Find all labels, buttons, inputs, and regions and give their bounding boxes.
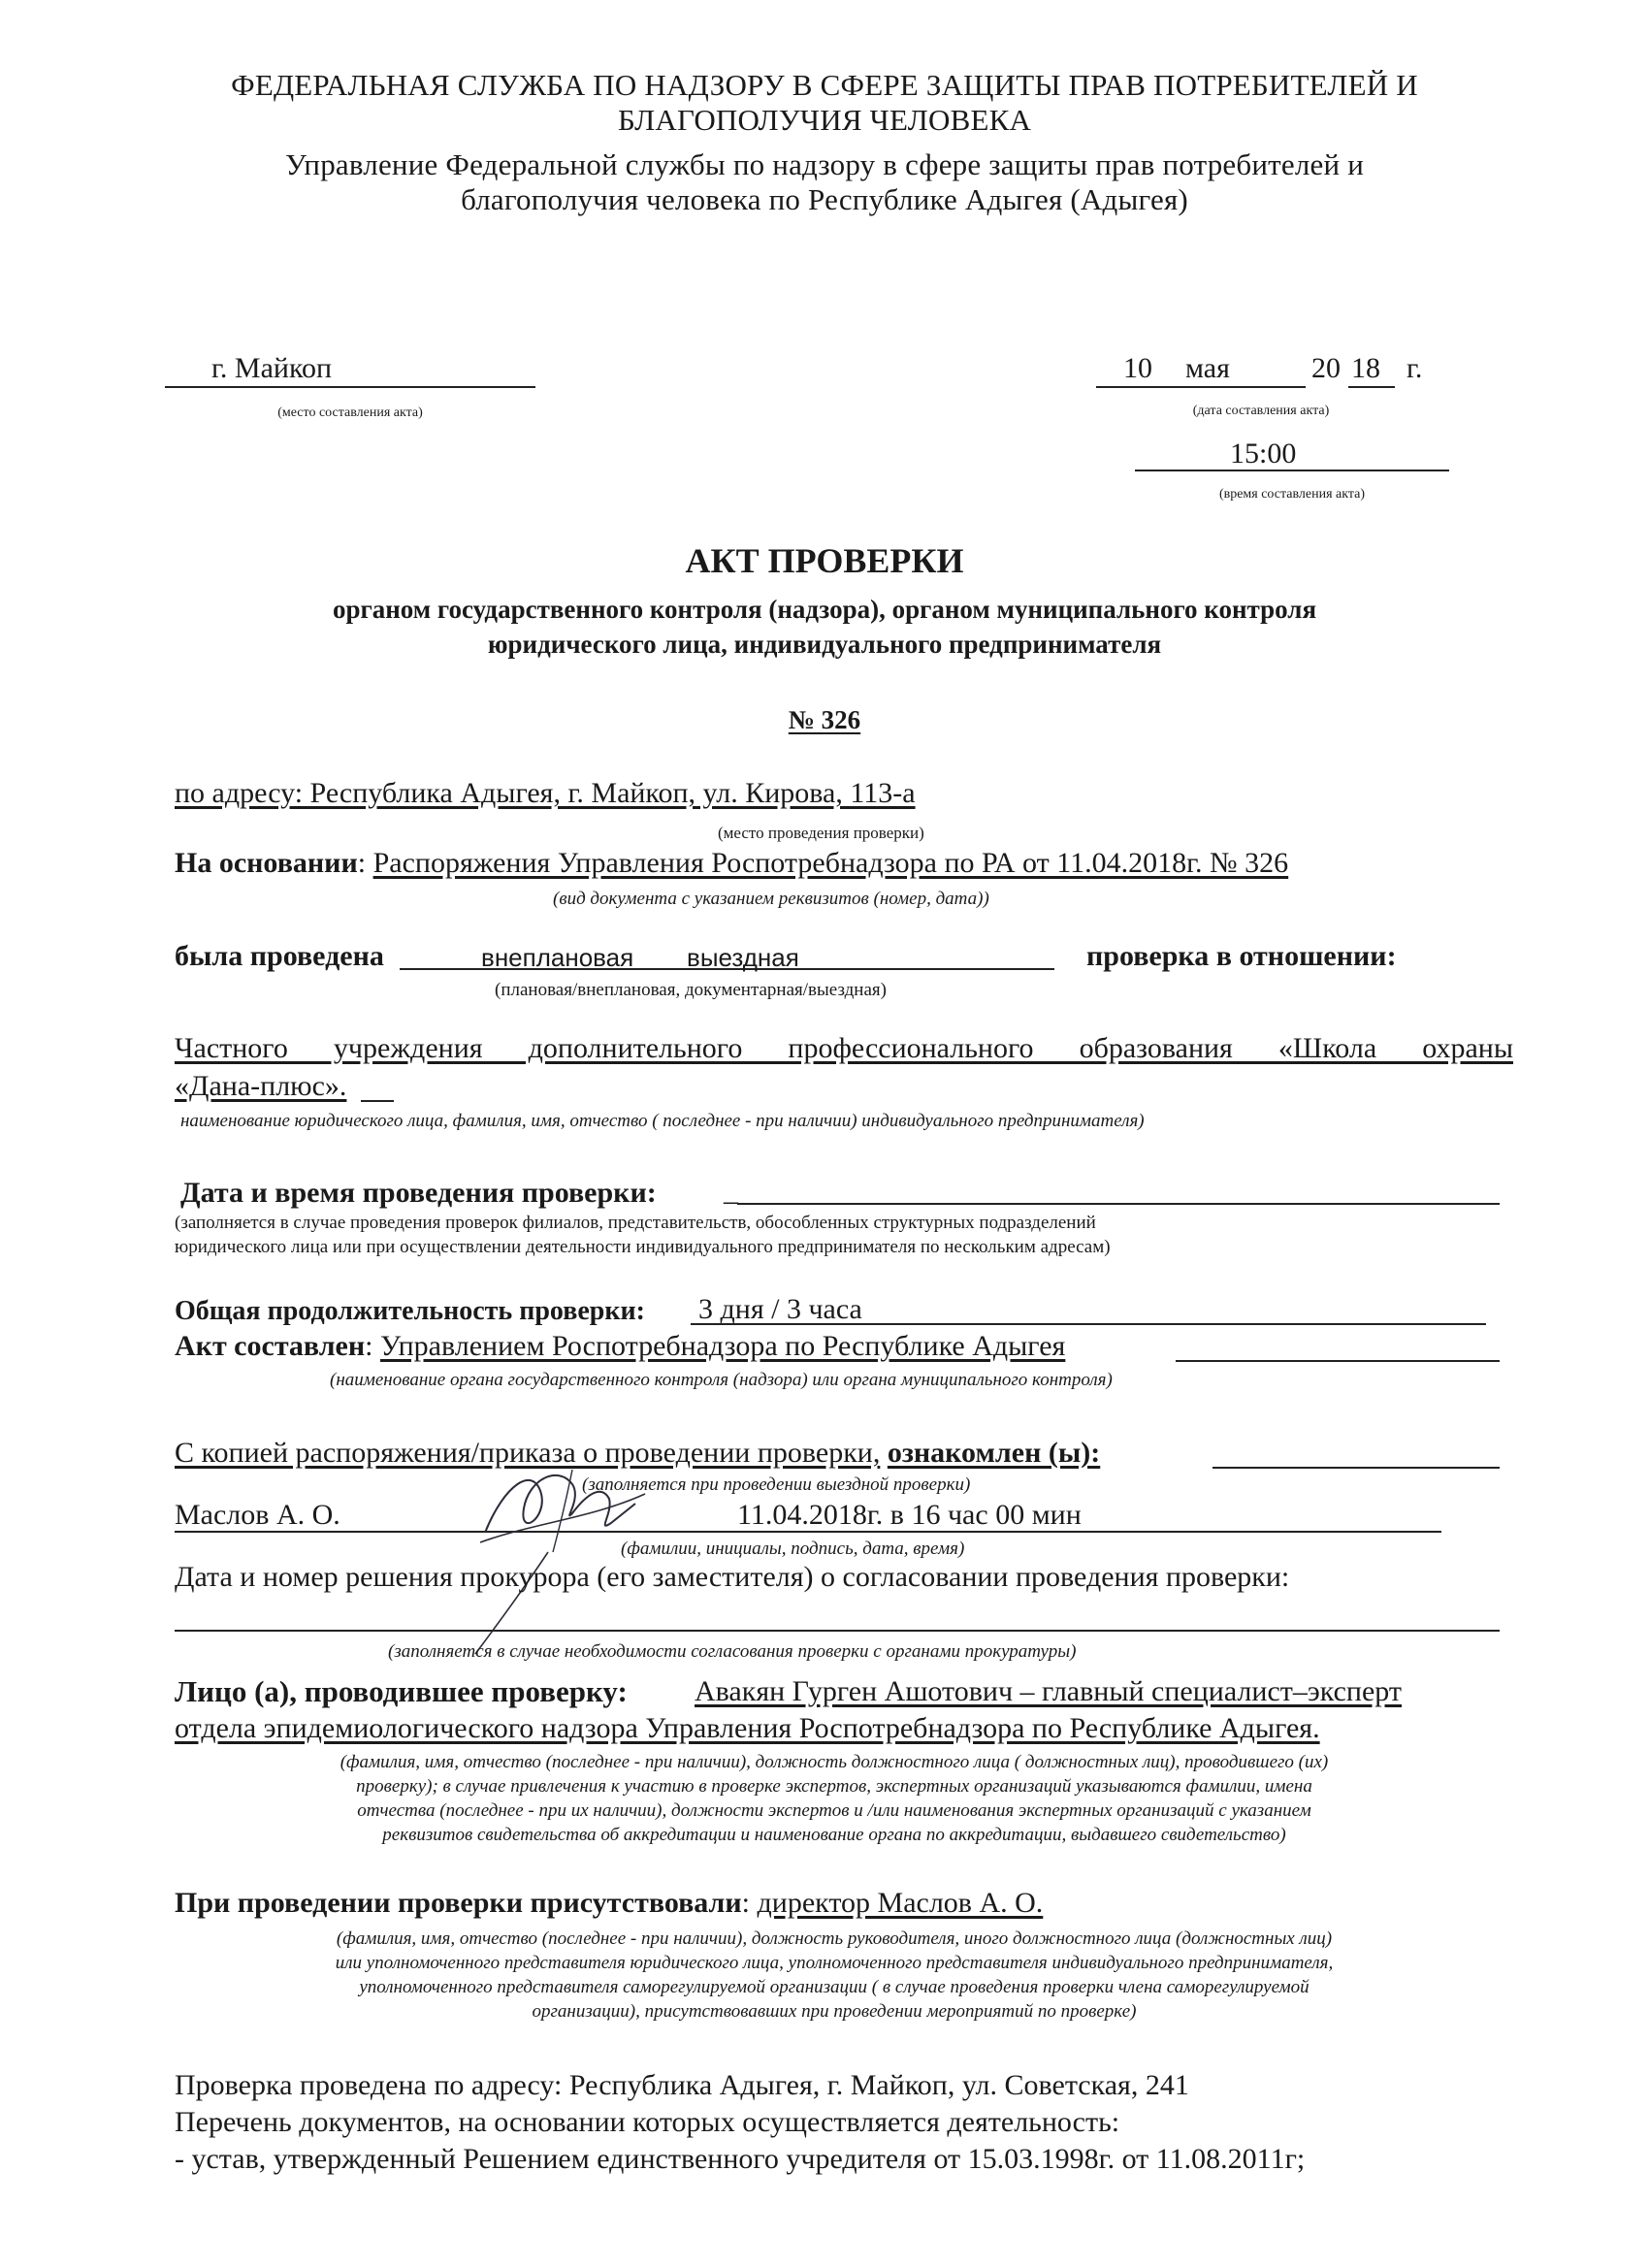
document-number: № 326 (788, 705, 861, 734)
footer-address: Проверка проведена по адресу: Республика Адыгея, г. Майкоп, ул. Советская, 241 (175, 2069, 1189, 2101)
inspector-caption-line-2: проверку); в случае привлечения к участию в проверке экспертов, экспертных организаций указываются фамилии, имена (356, 1776, 1312, 1797)
present-row (175, 1886, 1043, 1921)
basis-value: Распоряжения Управления Роспотребнадзора по РА от 11.04.2018г. № 326 (372, 847, 1289, 879)
duration-underline (691, 1323, 1486, 1325)
date-year-prefix: 20 (1311, 352, 1341, 384)
agency-line-1: ФЕДЕРАЛЬНАЯ СЛУЖБА ПО НАДЗОРУ В СФЕРЕ ЗАЩИТЫ ПРАВ ПОТРЕБИТЕЛЕЙ И (231, 68, 1418, 102)
document-subtitle (0, 592, 1649, 662)
department-line-1: Управление Федеральной службы по надзору в сфере защиты прав потребителей и (285, 147, 1364, 181)
department-line-2: благополучия человека по Республике Адыгея (Адыгея) (461, 182, 1188, 216)
footer-documents-label: Перечень документов, на основании которых осуществляется деятельность: (175, 2106, 1120, 2138)
time-value: 15:00 (1230, 437, 1297, 470)
document-title: АКТ ПРОВЕРКИ (685, 541, 964, 580)
composed-underline (1176, 1360, 1500, 1362)
present-caption-line-3: уполномоченного представителя саморегулируемой организации ( в случае проведения проверки члена саморегулируемой (359, 1977, 1310, 1997)
inspector-value-line-1: Авакян Гурген Ашотович – главный специалист–эксперт (695, 1675, 1402, 1707)
present-caption-line-2: или уполномоченного представителя юридического лица, уполномоченного представителя индивидуального предпринимателя, (335, 1953, 1334, 1973)
datetime-caption-line-1: (заполняется в случае проведения проверок филиалов, представительств, обособленных структурных подразделений (175, 1213, 1096, 1233)
date-underline-2 (1348, 386, 1395, 388)
basis-caption: (вид документа с указанием реквизитов (номер, дата)) (553, 889, 989, 909)
present-caption-line-4: организации), присутствовавших при проведении мероприятий по проверке) (532, 2001, 1137, 2022)
signature-scribble (427, 1426, 650, 1659)
present-caption (155, 1927, 1513, 2024)
copy-acknowledged: ознакомлен (ы): (887, 1437, 1101, 1469)
composed-colon: : (365, 1330, 373, 1362)
date-underline-1 (1096, 386, 1306, 388)
inspector-caption-line-1: (фамилия, имя, отчество (последнее - при наличии), должность должностного лица ( должностных лиц), проводившего (их) (340, 1752, 1329, 1772)
prosecutor-text: Дата и номер решения прокурора (его заместителя) о согласовании проведения проверки: (175, 1561, 1290, 1593)
date-caption: (дата составления акта) (1192, 404, 1330, 418)
datetime-label: Дата и время проведения проверки: (180, 1177, 657, 1209)
subtitle-line-2: юридического лица, индивидуального предпринимателя (487, 630, 1162, 659)
basis-label: На основании (175, 847, 358, 879)
inspector-caption-line-3: отчества (последнее - при их наличии), должности экспертов и /или наименования экспертных организаций с указанием (357, 1800, 1311, 1821)
present-value: директор Маслов А. О. (757, 1887, 1044, 1919)
datetime-value: _ (724, 1175, 738, 1207)
entity-caption: наименование юридического лица, фамилия, имя, отчество ( последнее - при наличии) индивидуального предпринимателя) (180, 1111, 1145, 1131)
copy-datetime: 11.04.2018г. в 16 час 00 мин (737, 1499, 1082, 1531)
copy-underline (1212, 1467, 1500, 1469)
agency-line-2: БЛАГОПОЛУЧИЯ ЧЕЛОВЕКА (617, 103, 1032, 137)
date-year-g: г. (1406, 352, 1423, 384)
basis-row (175, 846, 1288, 881)
copy-caption: (заполняется при проведении выездной проверки) (582, 1474, 971, 1495)
place-value: г. Майкоп (211, 352, 333, 384)
inspection-address: по адресу: Республика Адыгея, г. Майкоп, ул. Кирова, 113-а (175, 777, 916, 809)
copy-signature-line (175, 1531, 1441, 1533)
duration-label: Общая продолжительность проверки: (175, 1296, 645, 1326)
conducted-value-b: выездная (687, 943, 799, 972)
conducted-value-a: внеплановая (481, 943, 634, 972)
agency-name (0, 68, 1649, 138)
entity-underline-tail (361, 1100, 394, 1102)
place-caption: (место составления акта) (277, 405, 423, 420)
copy-text: С копией распоряжения/приказа о проведении проверки, (175, 1437, 881, 1469)
present-caption-line-1: (фамилия, имя, отчество (последнее - при наличии), должность руководителя, иного должностного лица (должностных лиц) (336, 1928, 1333, 1949)
present-label: При проведении проверки присутствовали (175, 1887, 742, 1919)
prosecutor-underline (175, 1630, 1500, 1632)
inspector-label: Лицо (а), проводившее проверку: (175, 1674, 628, 1708)
duration-value: 3 дня / 3 часа (698, 1293, 862, 1325)
place-underline (165, 386, 535, 388)
composed-caption: (наименование органа государственного контроля (надзора) или органа муниципального контроля) (330, 1370, 1113, 1390)
conducted-label: была проведена (175, 940, 384, 972)
copy-name: Маслов А. О. (175, 1499, 340, 1531)
time-underline (1135, 470, 1449, 471)
composed-value: Управлением Роспотребнадзора по Республике Адыгея (380, 1330, 1066, 1362)
date-day: 10 (1123, 352, 1152, 384)
address-caption: (место проведения проверки) (718, 824, 924, 842)
date-month: мая (1185, 352, 1230, 384)
date-year-suffix: 18 (1351, 352, 1380, 384)
present-colon: : (741, 1887, 750, 1919)
inspector-caption-line-4: реквизитов свидетельства об аккредитации и наименование органа по аккредитации, выдавшего свидетельство) (382, 1825, 1286, 1845)
composed-row (175, 1329, 1065, 1364)
prosecutor-caption: (заполняется в случае необходимости согласования проверки с органами прокуратуры) (388, 1641, 1077, 1662)
composed-label: Акт составлен (175, 1330, 366, 1362)
inspector-value-line-2: отдела эпидемиологического надзора Управления Роспотребнадзора по Республике Адыгея. (175, 1712, 1320, 1744)
basis-colon: : (357, 847, 367, 879)
copy-caption-2: (фамилии, инициалы, подпись, дата, время) (621, 1539, 965, 1559)
department-name (0, 147, 1649, 217)
conducted-caption: (плановая/внеплановая, документарная/выездная) (495, 980, 887, 1000)
inspector-caption (155, 1750, 1513, 1847)
datetime-underline (737, 1203, 1500, 1205)
datetime-caption (175, 1211, 1111, 1259)
footer-charter: - устав, утвержденный Решением единственного учредителя от 15.03.1998г. от 11.08.2011г; (175, 2143, 1306, 2175)
time-caption: (время составления акта) (1218, 487, 1366, 502)
datetime-caption-line-2: юридического лица или при осуществлении деятельности индивидуального предпринимателя по нескольким адресам) (175, 1237, 1111, 1257)
conducted-suffix: проверка в отношении: (1086, 940, 1397, 972)
entity-line-2: «Дана-плюс». (175, 1070, 347, 1102)
subtitle-line-1: органом государственного контроля (надзора), органом муниципального контроля (332, 595, 1317, 624)
entity-line-1: Частного учреждения дополнительного профессионального образования «Школа охраны (175, 1032, 1513, 1064)
